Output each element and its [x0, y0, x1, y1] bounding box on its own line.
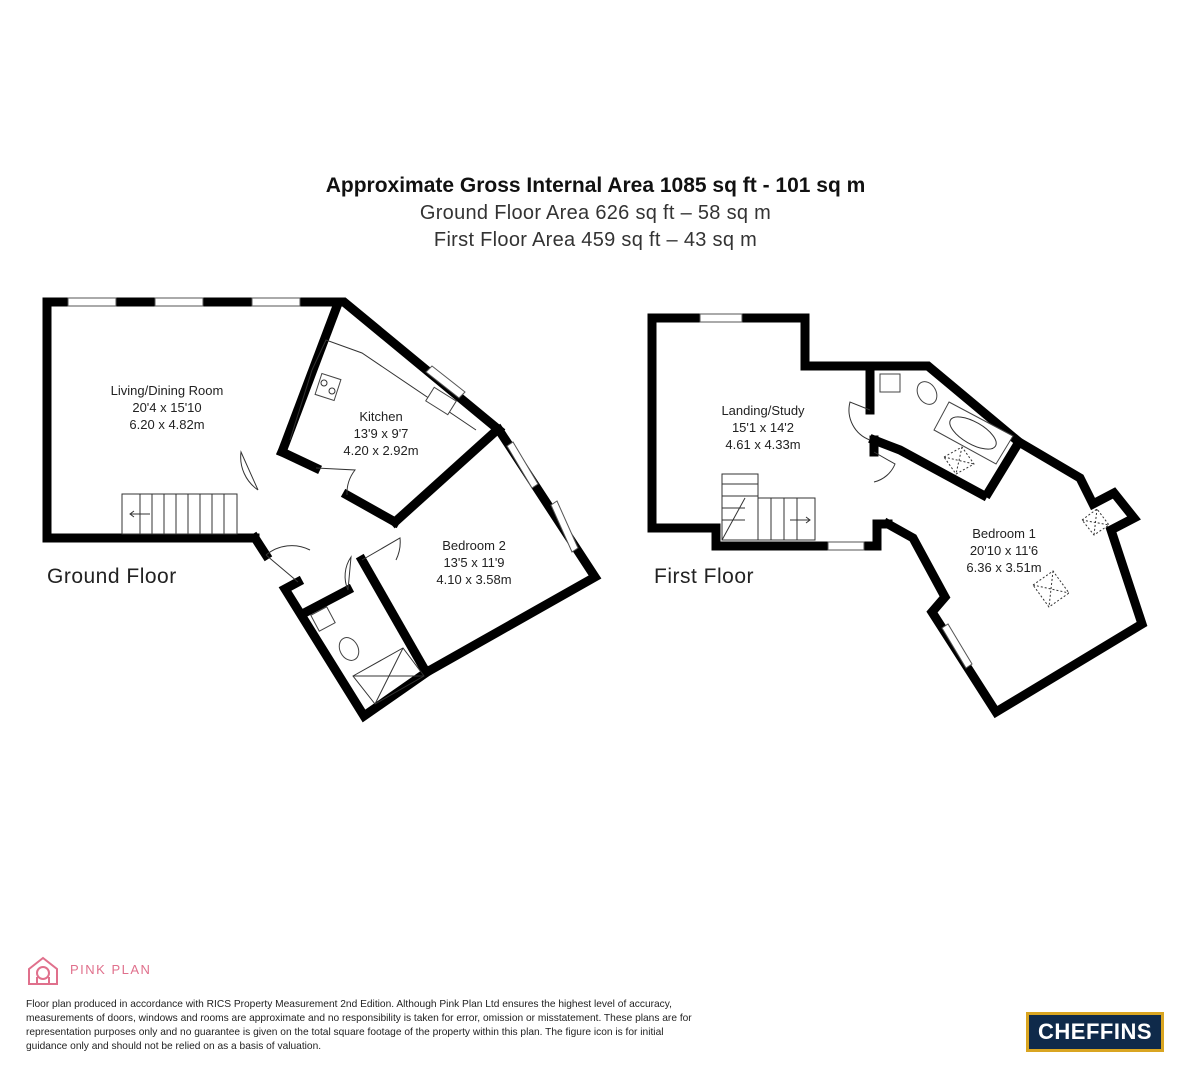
room-metric: 4.61 x 4.33m — [725, 437, 801, 452]
room-imperial: 15'1 x 14'2 — [731, 420, 795, 435]
room-metric: 6.36 x 3.51m — [966, 560, 1042, 575]
door-swing-icon — [362, 538, 400, 560]
hall-wall — [255, 538, 266, 555]
first-floor-plan — [652, 314, 1142, 712]
ground-floor-plan — [47, 298, 595, 716]
room-imperial: 20'4 x 15'10 — [132, 400, 202, 415]
room-metric: 4.20 x 2.92m — [343, 443, 419, 458]
ground-floor-area: Ground Floor Area 626 sq ft – 58 sq m — [419, 202, 772, 224]
toilet-icon — [913, 378, 941, 408]
total-area-title: Approximate Gross Internal Area 1085 sq ft - 101 sq m — [325, 174, 866, 197]
room-name: Bedroom 2 — [442, 538, 506, 553]
window — [828, 542, 864, 550]
room-name: Bedroom 1 — [972, 526, 1036, 541]
window — [942, 624, 972, 668]
window — [252, 298, 300, 306]
pink-plan-house-icon — [26, 955, 60, 987]
room-metric: 6.20 x 4.82m — [129, 417, 205, 432]
ground-floor-label: Ground Floor — [47, 565, 177, 588]
kitchen-counter — [290, 370, 312, 440]
window — [507, 442, 538, 488]
window — [700, 314, 742, 322]
room-label-bedroom-1 — [966, 526, 1041, 575]
first-floor-label: First Floor — [654, 565, 754, 588]
room-name: Landing/Study — [721, 403, 805, 418]
skylight-icon — [1033, 571, 1069, 607]
window — [68, 298, 116, 306]
room-label-living-dining — [111, 383, 224, 432]
shower-bedroom-wall — [362, 560, 426, 672]
kitchen-lower-left-wall — [282, 452, 316, 468]
kitchen-bottom-wall — [347, 495, 395, 522]
window — [551, 501, 578, 552]
room-imperial: 13'5 x 11'9 — [443, 555, 505, 570]
room-metric: 4.10 x 3.58m — [436, 572, 512, 587]
door-swing-icon — [316, 468, 355, 495]
bedroom1-walls — [888, 442, 1142, 712]
room-name: Living/Dining Room — [110, 383, 224, 398]
skylight-icon — [944, 447, 974, 474]
room-label-kitchen — [343, 409, 418, 458]
disclaimer-text: Floor plan produced in accordance with RICS Property Measurement 2nd Edition. Although Pink Plan Ltd ensures the highest level of accuracy, measurements of doors, windows and rooms are approximate and no responsibility is taken for error, omission or misstatement. These plans are for representation purposes only and no guarantee is given on the total square footage of the property within this plan. The figure icon is for initial guidance only and should not be relied on as a basis of valuation. — [26, 999, 692, 1052]
room-imperial: 20'10 x 11'6 — [969, 543, 1039, 558]
first-floor-area: First Floor Area 459 sq ft – 43 sq m — [433, 229, 758, 251]
room-imperial: 13'9 x 9'7 — [353, 426, 409, 441]
window — [155, 298, 203, 306]
pink-plan-brand: PINK PLAN — [70, 962, 152, 977]
room-label-bedroom-2 — [436, 538, 511, 587]
toilet-icon — [335, 634, 362, 664]
living-room-walls — [47, 302, 499, 538]
bath-icon — [934, 402, 1013, 464]
stairs-icon — [130, 494, 224, 534]
shower-inner-wall — [308, 590, 348, 611]
skylight-icon — [1082, 509, 1109, 535]
basin-icon — [880, 374, 900, 392]
door-swing-icon — [241, 452, 258, 490]
room-name: Kitchen — [359, 409, 403, 424]
hob-icon — [315, 373, 341, 400]
cheffins-logo: CHEFFINS — [1026, 1012, 1164, 1052]
door-swing-icon — [266, 546, 310, 582]
stairs-icon — [722, 484, 810, 540]
room-label-landing-study — [721, 403, 805, 452]
